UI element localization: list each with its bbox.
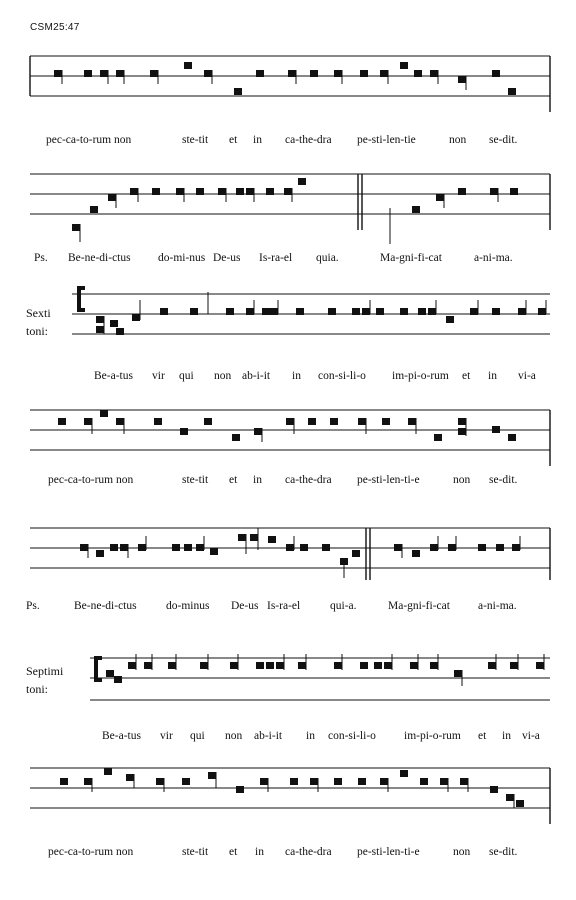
syllable: vir: [152, 370, 165, 382]
lyrics-system-4: [0, 474, 576, 490]
syllable: a-ni-ma.: [478, 600, 517, 612]
syllable: pe-sti-len-tie: [357, 134, 416, 146]
syllable: vi-a: [518, 370, 536, 382]
syllable: vi-a: [522, 730, 540, 742]
syllable: Is-ra-el: [259, 252, 293, 264]
lyrics-system-2: [0, 252, 576, 268]
syllable: con-si-li-o: [328, 730, 376, 742]
syllable: qui: [179, 370, 194, 382]
syllable: De-us: [213, 252, 241, 264]
syllable: non: [453, 474, 471, 486]
syllable: et: [229, 846, 238, 858]
syllable: et: [229, 134, 238, 146]
syllable: ste-tit: [182, 474, 209, 486]
syllable: vir: [160, 730, 173, 742]
lyrics-system-1: [0, 134, 576, 150]
syllable: Ma-gni-fi-cat: [380, 252, 442, 264]
lyrics-system-7: [0, 846, 576, 862]
syllable: et: [462, 370, 471, 382]
syllable: pec-ca-to-rum non: [48, 846, 134, 858]
syllable: in: [255, 846, 264, 858]
syllable: et: [229, 474, 238, 486]
syllable: pec-ca-to-rum non: [48, 474, 134, 486]
page-id: CSM25:47: [30, 22, 80, 33]
syllable: quia.: [316, 252, 339, 264]
syllable: se-dit.: [489, 474, 518, 486]
syllable: se-dit.: [489, 134, 518, 146]
syllable: se-dit.: [489, 846, 518, 858]
syllable: ste-tit: [182, 134, 209, 146]
syllable: pe-sti-len-ti-e: [357, 846, 420, 858]
syllable: im-pi-o-rum: [404, 730, 461, 742]
syllable: Be-ne-di-ctus: [68, 252, 131, 264]
syllable: non: [225, 730, 243, 742]
syllable: con-si-li-o: [318, 370, 366, 382]
mode-label-septimi-toni: Septimi toni:: [26, 664, 64, 696]
staff-system-2: [0, 168, 576, 248]
syllable: in: [253, 134, 262, 146]
syllable: ab-i-it: [242, 370, 271, 382]
syllable: ab-i-it: [254, 730, 283, 742]
staff-system-4: [0, 404, 576, 474]
lyrics-system-5: [0, 600, 576, 616]
syllable: im-pi-o-rum: [392, 370, 449, 382]
syllable: qui: [190, 730, 205, 742]
syllable: do-minus: [166, 600, 210, 612]
syllable: ca-the-dra: [285, 474, 332, 486]
syllable: ca-the-dra: [285, 846, 332, 858]
staff-system-3: [0, 286, 576, 356]
syllable: pe-sti-len-ti-e: [357, 474, 420, 486]
staff-system-1: [0, 50, 576, 120]
syllable: Ps.: [26, 600, 40, 612]
syllable: De-us: [231, 600, 259, 612]
syllable: non: [214, 370, 232, 382]
staff-system-5: [0, 522, 576, 592]
syllable: Ps.: [34, 252, 48, 264]
syllable: Is-ra-el: [267, 600, 301, 612]
syllable: a-ni-ma.: [474, 252, 513, 264]
syllable: do-mi-nus: [158, 252, 206, 264]
syllable: in: [488, 370, 497, 382]
syllable: in: [502, 730, 511, 742]
mode-label-sexti-toni: Sexti toni:: [26, 306, 51, 338]
staff-system-7: [0, 762, 576, 832]
lyrics-system-6: [0, 730, 576, 746]
syllable: Be-a-tus: [94, 370, 133, 382]
syllable: et: [478, 730, 487, 742]
syllable: non: [453, 846, 471, 858]
syllable: pec-ca-to-rum non: [46, 134, 132, 146]
syllable: ca-the-dra: [285, 134, 332, 146]
staff-system-6: [0, 648, 576, 708]
lyrics-system-3: [0, 370, 576, 386]
syllable: Ma-gni-fi-cat: [388, 600, 450, 612]
syllable: Be-ne-di-ctus: [74, 600, 137, 612]
syllable: in: [292, 370, 301, 382]
syllable: Be-a-tus: [102, 730, 141, 742]
syllable: non: [449, 134, 467, 146]
syllable: ste-tit: [182, 846, 209, 858]
syllable: in: [306, 730, 315, 742]
syllable: in: [253, 474, 262, 486]
syllable: qui-a.: [330, 600, 357, 612]
